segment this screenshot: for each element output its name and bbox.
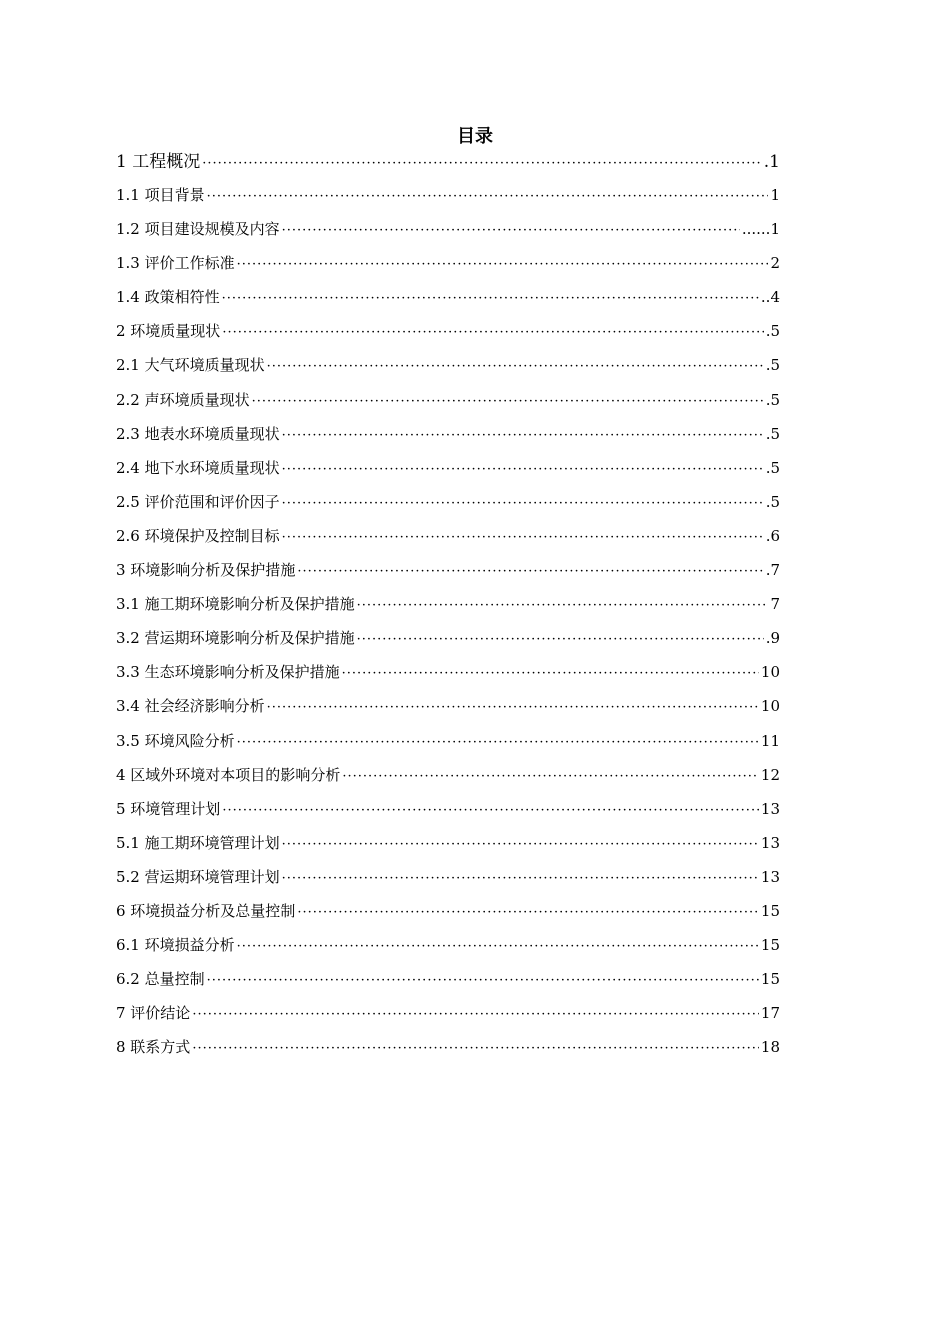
toc-dot-leader (282, 487, 764, 519)
toc-dot-leader (202, 152, 762, 174)
toc-dot-leader (237, 930, 759, 962)
toc-entry[interactable] (116, 417, 780, 451)
toc-entry-label: 5 环境管理计划 (116, 799, 221, 818)
toc-entry[interactable] (116, 519, 780, 553)
toc-entry-page: 13 (760, 867, 780, 886)
toc-entry-page: .1 (763, 152, 780, 172)
toc-entry-label: 3.1 施工期环境影响分析及保护措施 (116, 595, 355, 614)
toc-entry-page: 15 (760, 970, 780, 989)
toc-dot-leader (297, 896, 759, 928)
toc-list (116, 150, 780, 1064)
toc-dot-leader (282, 862, 759, 894)
toc-entry-label: 4 区域外环境对本项目的影响分析 (116, 765, 341, 784)
toc-entry-page: 18 (760, 1038, 780, 1057)
toc-entry[interactable] (116, 860, 780, 894)
toc-entry-label: 1.3 评价工作标准 (116, 254, 235, 273)
toc-entry-label: 2.5 评价范围和评价因子 (116, 492, 280, 511)
toc-dot-leader (222, 316, 763, 348)
toc-entry-label: 1.1 项目背景 (116, 186, 205, 204)
toc-entry-page: ......1 (741, 220, 780, 239)
toc-entry[interactable] (116, 348, 780, 382)
toc-entry-label: 3.2 营运期环境影响分析及保护措施 (116, 629, 355, 648)
toc-dot-leader (357, 589, 769, 621)
toc-entry-page: .6 (765, 526, 780, 545)
toc-entry-label: 3.4 社会经济影响分析 (116, 697, 265, 716)
toc-dot-leader (267, 691, 759, 723)
toc-entry[interactable] (116, 451, 780, 485)
toc-entry-page: 1 (770, 186, 780, 204)
toc-entry-page: ..4 (760, 288, 780, 307)
toc-entry[interactable] (116, 758, 780, 792)
toc-entry[interactable] (116, 485, 780, 519)
toc-dot-leader (222, 282, 759, 314)
toc-entry-label: 2.3 地表水环境质量现状 (116, 424, 280, 443)
toc-dot-leader (252, 385, 764, 417)
toc-entry-label: 6 环境损益分析及总量控制 (116, 901, 296, 920)
toc-entry[interactable] (116, 553, 780, 587)
toc-entry[interactable] (116, 894, 780, 928)
toc-dot-leader (357, 623, 764, 655)
toc-entry-label: 8 联系方式 (116, 1038, 191, 1057)
toc-dot-leader (282, 828, 759, 860)
toc-dot-leader (342, 760, 759, 792)
toc-entry-page: 12 (760, 765, 780, 784)
toc-dot-leader (342, 657, 759, 689)
toc-dot-leader (282, 453, 764, 485)
toc-entry-label: 2.2 声环境质量现状 (116, 390, 250, 409)
toc-entry[interactable] (116, 212, 780, 246)
toc-entry[interactable] (116, 792, 780, 826)
toc-entry-label: 3 环境影响分析及保护措施 (116, 561, 296, 580)
toc-dot-leader (207, 180, 769, 212)
toc-entry-page: 17 (760, 1004, 780, 1023)
toc-entry-page: 2 (770, 254, 780, 273)
toc-dot-leader (207, 964, 759, 996)
toc-entry-label: 2.1 大气环境质量现状 (116, 356, 265, 375)
toc-entry-label: 3.5 环境风险分析 (116, 731, 235, 750)
toc-entry-label: 7 评价结论 (116, 1004, 191, 1023)
toc-entry-label: 6.2 总量控制 (116, 970, 205, 989)
toc-entry[interactable] (116, 178, 780, 212)
toc-dot-leader (267, 350, 764, 382)
toc-dot-leader (192, 998, 759, 1030)
toc-dot-leader (297, 555, 763, 587)
toc-dot-leader (282, 521, 764, 553)
toc-dot-leader (237, 248, 769, 280)
toc-entry-page: .5 (765, 322, 780, 341)
toc-entry[interactable] (116, 724, 780, 758)
toc-entry-page: .5 (765, 458, 780, 477)
toc-entry-page: 10 (760, 663, 780, 682)
toc-entry-page: 7 (770, 595, 780, 614)
toc-entry-page: .5 (765, 492, 780, 511)
toc-entry[interactable] (116, 962, 780, 996)
toc-dot-leader (282, 419, 764, 451)
toc-entry-page: .5 (765, 424, 780, 443)
toc-entry-page: 13 (760, 799, 780, 818)
toc-entry-label: 6.1 环境损益分析 (116, 936, 235, 955)
toc-entry[interactable] (116, 314, 780, 348)
toc-entry[interactable] (116, 928, 780, 962)
toc-entry[interactable] (116, 996, 780, 1030)
toc-entry-page: .5 (765, 356, 780, 375)
toc-entry-page: .9 (765, 629, 780, 648)
toc-entry-label: 1 工程概况 (116, 152, 201, 172)
toc-dot-leader (237, 726, 759, 758)
toc-entry-label: 1.2 项目建设规模及内容 (116, 220, 280, 239)
toc-entry[interactable] (116, 280, 780, 314)
toc-entry[interactable] (116, 587, 780, 621)
toc-dot-leader (282, 214, 740, 246)
toc-entry-label: 1.4 政策相符性 (116, 288, 220, 307)
toc-entry[interactable] (116, 655, 780, 689)
toc-entry-label: 2 环境质量现状 (116, 322, 221, 341)
toc-entry-page: .5 (765, 390, 780, 409)
toc-title: 目录 (457, 126, 493, 147)
toc-entry-label: 5.2 营运期环境管理计划 (116, 867, 280, 886)
toc-entry-page: 15 (760, 901, 780, 920)
toc-entry[interactable] (116, 1030, 780, 1064)
toc-entry[interactable] (116, 689, 780, 723)
toc-dot-leader (222, 794, 759, 826)
toc-entry[interactable] (116, 826, 780, 860)
toc-entry[interactable] (116, 246, 780, 280)
toc-entry-page: 10 (760, 697, 780, 716)
toc-dot-leader (192, 1032, 759, 1064)
toc-entry-page: 13 (760, 833, 780, 852)
toc-entry-label: 5.1 施工期环境管理计划 (116, 833, 280, 852)
toc-entry-page: .7 (765, 561, 780, 580)
toc-entry-label: 2.6 环境保护及控制目标 (116, 526, 280, 545)
toc-entry-page: 11 (760, 731, 780, 750)
toc-entry-label: 3.3 生态环境影响分析及保护措施 (116, 663, 340, 682)
toc-entry-label: 2.4 地下水环境质量现状 (116, 458, 280, 477)
toc-entry[interactable] (116, 383, 780, 417)
toc-entry[interactable] (116, 150, 780, 174)
toc-entry[interactable] (116, 621, 780, 655)
toc-entry-page: 15 (760, 936, 780, 955)
